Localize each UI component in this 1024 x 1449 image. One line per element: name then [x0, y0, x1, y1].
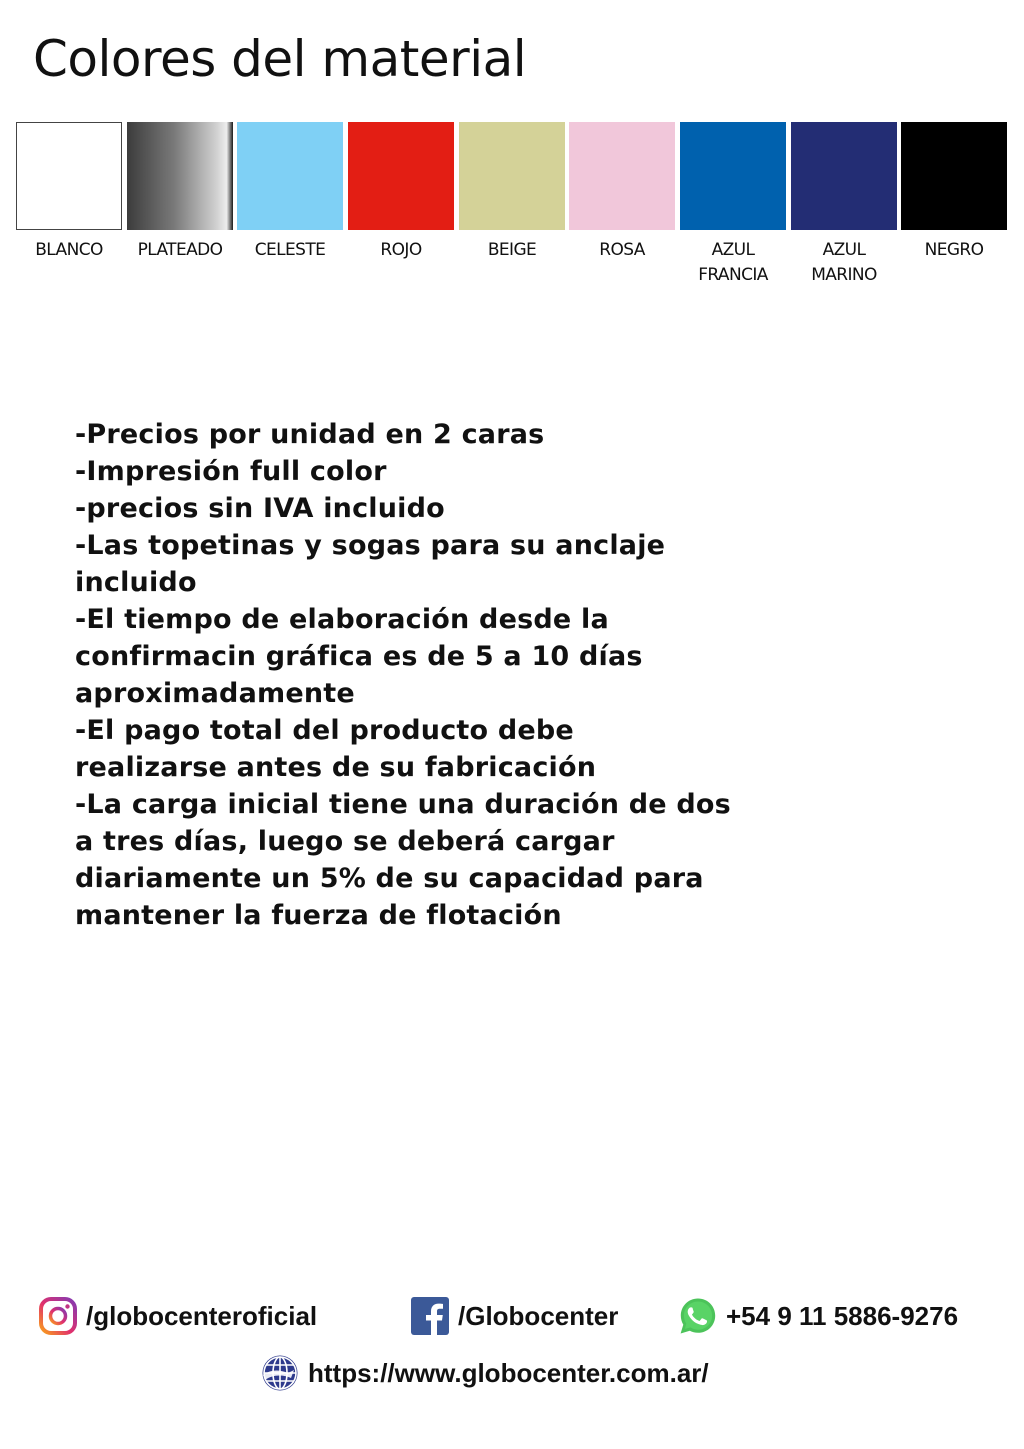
swatch-beige [459, 122, 565, 263]
product-notes [75, 416, 735, 934]
note-item: -El pago total del producto debe realizarse antes de su fabricación [75, 715, 597, 783]
whatsapp-icon [678, 1296, 718, 1336]
color-swatch-row [16, 122, 1008, 292]
instagram-link[interactable] [38, 1294, 317, 1338]
swatch-azul-francia [680, 122, 786, 288]
swatch-color-negro [901, 122, 1007, 230]
swatch-azul-marino [791, 122, 897, 288]
swatch-label: AZUL MARINO [811, 240, 877, 285]
swatch-color-beige [459, 122, 565, 230]
note-item: -Las topetinas y sogas para su anclaje incluido [75, 530, 666, 598]
swatch-label: BLANCO [35, 240, 103, 260]
note-item: -La carga inicial tiene una duración de dos a tres días, luego se deberá cargar diariamente un 5% de su capacidad para mantener la fuerza de flotación [75, 789, 731, 931]
swatch-rosa [569, 122, 675, 263]
note-item: -Precios por unidad en 2 caras [75, 419, 545, 450]
swatch-label: BEIGE [487, 240, 537, 260]
footer-social [0, 1294, 1024, 1338]
whatsapp-number: +54 9 11 5886-9276 [726, 1300, 959, 1331]
swatch-label: NEGRO [924, 240, 984, 260]
swatch-blanco [16, 122, 122, 263]
swatch-color-blanco [16, 122, 122, 230]
note-item: -El tiempo de elaboración desde la confirmacin gráfica es de 5 a 10 días aproximadamente [75, 604, 643, 709]
swatch-rojo [348, 122, 454, 263]
swatch-plateado [127, 122, 233, 263]
instagram-handle: /globocenteroficial [86, 1300, 318, 1331]
swatch-label: AZUL FRANCIA [698, 240, 768, 285]
instagram-icon [38, 1296, 78, 1336]
page-title: Colores del material [33, 30, 527, 88]
swatch-color-rosa [569, 122, 675, 230]
facebook-icon [410, 1296, 450, 1336]
swatch-negro [901, 122, 1007, 263]
swatch-color-plateado [127, 122, 233, 230]
swatch-label: PLATEADO [137, 240, 223, 260]
swatch-color-azul-marino [791, 122, 897, 230]
swatch-color-azul-francia [680, 122, 786, 230]
swatch-celeste [237, 122, 343, 263]
note-item: -Impresión full color [75, 456, 387, 487]
swatch-label: ROSA [599, 240, 645, 260]
swatch-label: CELESTE [254, 240, 326, 260]
swatch-label: ROJO [380, 240, 422, 260]
website-url: https://www.globocenter.com.ar/ [308, 1357, 709, 1388]
whatsapp-link[interactable] [678, 1294, 958, 1338]
facebook-handle: /Globocenter [458, 1300, 619, 1331]
facebook-link[interactable] [410, 1294, 618, 1338]
note-item: -precios sin IVA incluido [75, 493, 445, 524]
swatch-color-rojo [348, 122, 454, 230]
website-link[interactable] [260, 1351, 709, 1395]
swatch-color-celeste [237, 122, 343, 230]
globe-icon [260, 1353, 300, 1393]
